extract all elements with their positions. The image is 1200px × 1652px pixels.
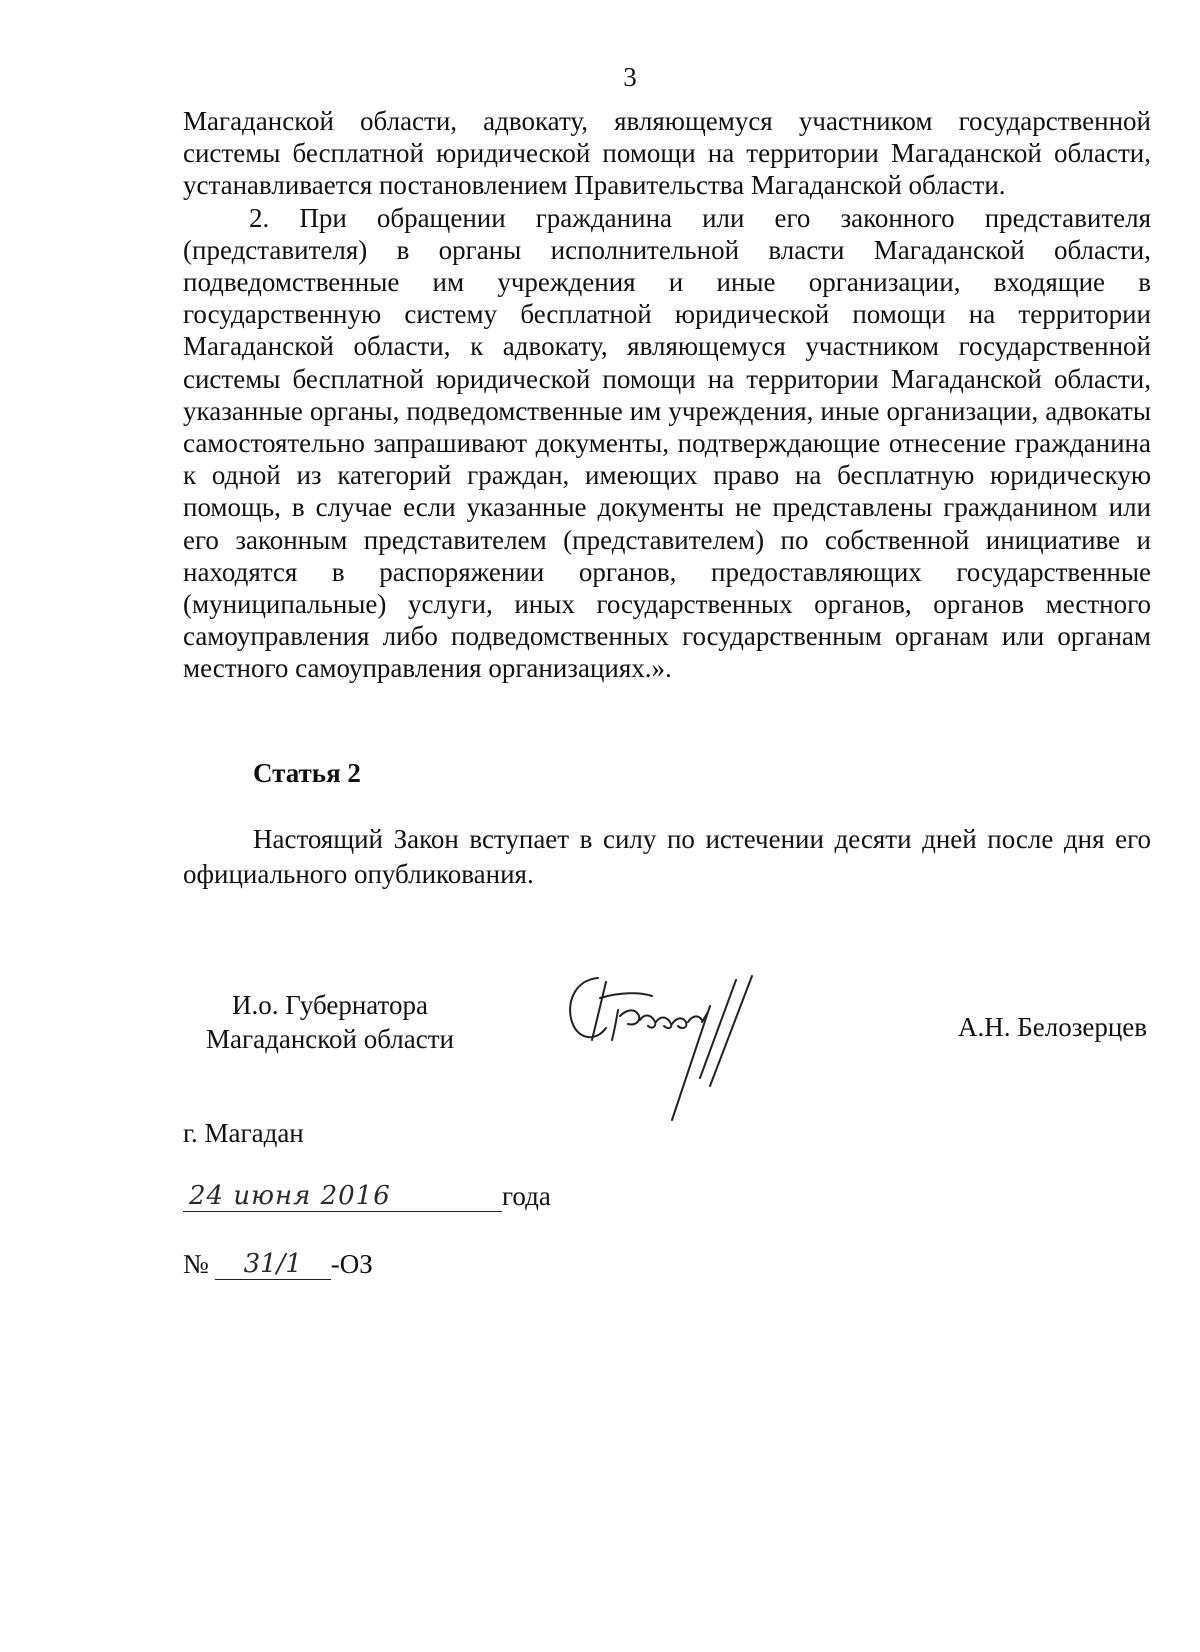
date-line (183, 1181, 551, 1212)
signatory-title-line2: Магаданской области (206, 1024, 454, 1054)
document-body (183, 105, 1151, 685)
page-number: 3 (623, 62, 637, 92)
article-heading: Статья 2 (253, 758, 361, 788)
paragraph-continuation: Магаданской области, адвокату, являющемуся участником государственной системы бесплатной юридической помощи на территории Магаданской области, устанавливается постановлением Правительства Магаданской области. (183, 106, 1151, 201)
date-suffix: года (502, 1181, 551, 1211)
handwritten-number: 31/1 (215, 1249, 331, 1280)
law-number-line (183, 1249, 373, 1280)
article-text: Настоящий Закон вступает в силу по истечении десяти дней после дня его официального опубликования. (183, 824, 1151, 889)
signatory-title-line1: И.о. Губернатора (231, 990, 428, 1020)
handwritten-signature (560, 970, 800, 1140)
paragraph-clause-2: 2. При обращении гражданина или его законного представителя (представителя) в органы исполнительной власти Магаданской области, подведомственные им учреждения и иные организации, входящие в государственную систему бесплатной юридической помощи на территории Магаданской области, к адвокату, являющемуся участником государственной системы бесплатной юридической помощи на территории Магаданской области, указанные органы, подведомственные им учреждения, иные организации, адвокаты самостоятельно запрашивают документы, подтверждающие отнесение гражданина к одной из категорий граждан, имеющих право на бесплатную юридическую помощь, в случае если указанные документы не представлены гражданином или его законным представителем (представителем) по собственной инициативе и находятся в распоряжении органов, предоставляющих государственные (муниципальные) услуги, иных государственных органов, органов местного самоуправления либо подведомственных государственным органам или органам местного самоуправления организациях.». (183, 202, 1151, 684)
number-suffix: -ОЗ (330, 1249, 373, 1279)
signatory-name: А.Н. Белозерцев (958, 1012, 1148, 1042)
handwritten-date: 24 июня 2016 (183, 1181, 502, 1212)
signatory-title (190, 988, 470, 1056)
number-sign: № (183, 1249, 209, 1279)
city: г. Магадан (183, 1118, 304, 1148)
